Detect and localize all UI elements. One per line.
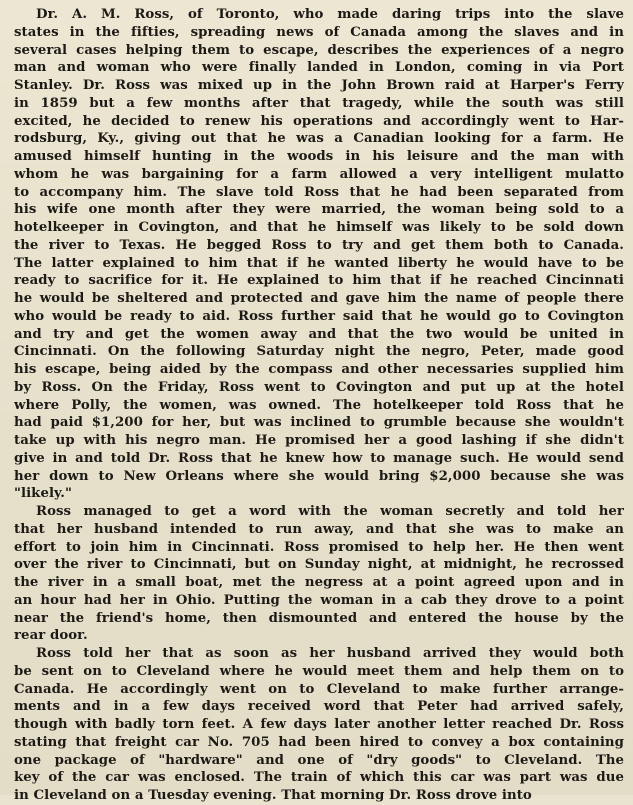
text-line: who would be ready to aid. Ross further said that he would go to Covington — [14, 308, 624, 324]
text-line: Canada. He accordingly went on to Cleveland to make further arrange- — [14, 681, 624, 697]
text-line: the river to Texas. He begged Ross to try and get them both to Canada. — [14, 237, 624, 253]
text-line: one package of "hardware" and one of "dry goods" to Cleveland. The — [14, 752, 624, 768]
text-line: in 1859 but a few months after that tragedy, while the south was still — [14, 95, 624, 111]
text-line: man and woman who were finally landed in London, coming in via Port — [14, 60, 624, 76]
text-line: whom he was bargaining for a farm allowed a very intelligent mulatto — [14, 166, 624, 182]
text-line: Ross managed to get a word with the woman secretly and told her — [36, 504, 624, 519]
paragraph-1 — [14, 6, 624, 503]
text-line: stating that freight car No. 705 had been hired to convey a box containing — [14, 734, 624, 750]
text-line: his wife one month after they were married, the woman being sold to a — [14, 202, 624, 218]
text-line: had paid $1,200 for her, but was inclined to grumble because she wouldn't — [14, 415, 624, 431]
text-line: an hour had her in Ohio. Putting the woman in a cab they drove to a point — [14, 592, 624, 608]
text-line: over the river to Cincinnati, but on Sunday night, at midnight, he recrossed — [14, 557, 624, 573]
text-line: rodsburg, Ky., giving out that he was a Canadian looking for a farm. He — [14, 131, 624, 147]
text-line: where Polly, the women, was owned. The hotelkeeper told Ross that he — [14, 397, 624, 413]
text-line: by Ross. On the Friday, Ross went to Covington and put up at the hotel — [14, 379, 624, 395]
text-line: Ross told her that as soon as her husband arrived they would both — [36, 646, 624, 661]
text-line: key of the car was enclosed. The train of which this car was part was due — [14, 770, 624, 786]
text-line: "likely." — [14, 486, 72, 502]
text-line: Dr. A. M. Ross, of Toronto, who made daring trips into the slave — [36, 7, 624, 22]
text-line: take up with his negro man. He promised her a good lashing if she didn't — [14, 433, 624, 448]
paragraph-3 — [14, 645, 624, 805]
text-line: excited, he decided to renew his operations and accordingly went to Har- — [14, 113, 624, 129]
text-line: ments and in a few days received word that Peter had arrived safely, — [14, 699, 624, 715]
text-line: rear door. — [14, 628, 88, 644]
text-line: ready to sacrifice for it. He explained to him that if he reached Cincinnati — [14, 273, 624, 289]
text-line: Stanley. Dr. Ross was mixed up in the John Brown raid at Harper's Ferry — [14, 78, 624, 93]
text-line: in Cleveland on a Tuesday evening. That morning Dr. Ross drove into — [14, 788, 532, 803]
text-line: states in the fifties, spreading news of Canada among the slaves and in — [14, 24, 624, 40]
text-line: though with badly torn feet. A few days later another letter reached Dr. Ross — [14, 717, 624, 732]
text-line: hotelkeeper in Covington, and that he himself was likely to be sold down — [14, 220, 624, 235]
text-line: effort to join him in Cincinnati. Ross promised to help her. He then went — [14, 539, 624, 555]
text-line: his escape, being aided by the compass and other necessaries supplied him — [14, 362, 624, 377]
paragraph-2 — [14, 503, 624, 645]
text-line: her down to New Orleans where she would bring $2,000 because she was — [14, 468, 624, 484]
text-line: give in and told Dr. Ross that he knew how to manage such. He would send — [14, 450, 624, 466]
text-line: that her husband intended to run away, and that she was to make an — [14, 521, 624, 537]
text-line: the river in a small boat, met the negress at a point agreed upon and in — [14, 575, 624, 590]
text-line: amused himself hunting in the woods in his leisure and the man with — [14, 149, 624, 164]
text-line: be sent on to Cleveland where he would meet them and help them on to — [14, 663, 624, 679]
text-line: to accompany him. The slave told Ross that he had been separated from — [14, 184, 624, 200]
text-line: Cincinnati. On the following Saturday night the negro, Peter, made good — [14, 344, 624, 360]
text-line: he would be sheltered and protected and gave him the name of people there — [14, 291, 624, 306]
text-line: The latter explained to him that if he wanted liberty he would have to be — [14, 255, 624, 271]
text-line: near the friend's home, then dismounted and entered the house by the — [14, 610, 624, 626]
text-line: and try and get the women away and that the two would be united in — [14, 326, 624, 342]
text-line: several cases helping them to escape, describes the experiences of a negro — [14, 42, 624, 58]
